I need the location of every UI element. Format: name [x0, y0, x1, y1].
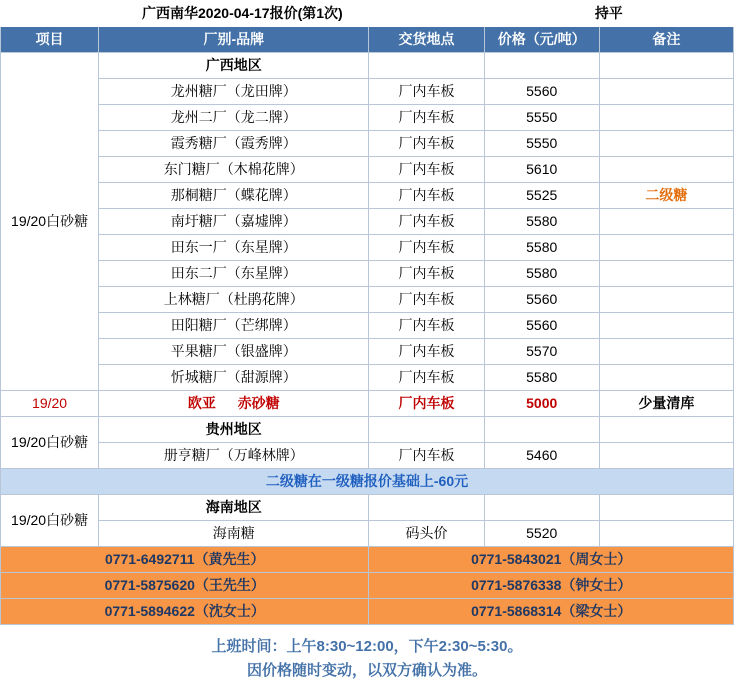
- region-price-blank: [484, 417, 599, 443]
- table-row: [1, 521, 734, 547]
- table-row: [1, 209, 734, 235]
- factory-brand: 那桐糖厂（蝶花牌）: [99, 183, 369, 209]
- col-header-factory-brand: 厂别-品牌: [99, 27, 369, 53]
- factory-brand: 南圩糖厂（嘉墟牌）: [99, 209, 369, 235]
- factory-brand: 忻城糖厂（甜源牌）: [99, 365, 369, 391]
- table-row: [1, 365, 734, 391]
- page-title: 广西南华2020-04-17报价(第1次): [1, 1, 485, 27]
- delivery-place: 厂内车板: [369, 105, 484, 131]
- delivery-place: 码头价: [369, 521, 484, 547]
- contact-phone[interactable]: 0771-5894622（沈女士）: [1, 599, 369, 625]
- remark-value: [599, 131, 733, 157]
- delivery-place: 厂内车板: [369, 235, 484, 261]
- price-value: 5560: [484, 313, 599, 339]
- col-header-delivery-place: 交货地点: [369, 27, 484, 53]
- category-label-red-sugar: 19/20: [1, 391, 99, 417]
- table-row: [1, 183, 734, 209]
- factory-brand: 平果糖厂（银盛牌）: [99, 339, 369, 365]
- region-note-blank: [599, 53, 733, 79]
- contact-phone[interactable]: 0771-5868314（梁女士）: [369, 599, 734, 625]
- price-value: 5460: [484, 443, 599, 469]
- region-row-guizhou: [1, 417, 734, 443]
- delivery-place: 厂内车板: [369, 443, 484, 469]
- delivery-place: 厂内车板: [369, 131, 484, 157]
- table-row: [1, 157, 734, 183]
- region-row-hainan: [1, 495, 734, 521]
- price-value: 5580: [484, 365, 599, 391]
- remark-value: [599, 287, 733, 313]
- table-row: [1, 339, 734, 365]
- remark-value: [599, 105, 733, 131]
- factory-name-red-sugar: 欧亚: [187, 395, 216, 411]
- region-place-blank: [369, 495, 484, 521]
- table-header-row: [1, 27, 734, 53]
- footer-working-hours: 上班时间：上午8:30~12:00，下午2:30~5:30。: [211, 638, 523, 655]
- table-row: [1, 131, 734, 157]
- price-value: 5550: [484, 131, 599, 157]
- footer-notes: [0, 635, 734, 683]
- delivery-place: 厂内车板: [369, 313, 484, 339]
- price-value: 5560: [484, 79, 599, 105]
- region-label-guizhou: 贵州地区: [99, 417, 369, 443]
- remark-value: [599, 209, 733, 235]
- delivery-place: 厂内车板: [369, 365, 484, 391]
- region-price-blank: [484, 495, 599, 521]
- delivery-place: 厂内车板: [369, 157, 484, 183]
- remark-value-red-sugar: 少量清库: [599, 391, 733, 417]
- category-label-guangxi: 19/20白砂糖: [1, 53, 99, 391]
- region-note-blank: [599, 495, 733, 521]
- region-label-hainan: 海南地区: [99, 495, 369, 521]
- region-label-guangxi: 广西地区: [99, 53, 369, 79]
- factory-brand: 田阳糖厂（芒绑牌）: [99, 313, 369, 339]
- contact-phone[interactable]: 0771-6492711（黄先生）: [1, 547, 369, 573]
- factory-brand: 田东一厂（东星牌）: [99, 235, 369, 261]
- col-header-price: 价格（元/吨）: [484, 27, 599, 53]
- footer-disclaimer: 因价格随时变动，以双方确认为准。: [246, 662, 487, 679]
- table-row: [1, 261, 734, 287]
- region-note-blank: [599, 417, 733, 443]
- table-row: [1, 443, 734, 469]
- factory-brand: 上林糖厂（杜鹃花牌）: [99, 287, 369, 313]
- remark-value: [599, 365, 733, 391]
- price-trend-label: 持平: [484, 1, 733, 27]
- factory-brand: 东门糖厂（木棉花牌）: [99, 157, 369, 183]
- region-price-blank: [484, 53, 599, 79]
- col-header-item: 项目: [1, 27, 99, 53]
- contact-row: [1, 599, 734, 625]
- table-row: [1, 313, 734, 339]
- price-value: 5525: [484, 183, 599, 209]
- product-name-red-sugar: 赤砂糖: [237, 395, 280, 411]
- delivery-place: 厂内车板: [369, 287, 484, 313]
- price-value: 5520: [484, 521, 599, 547]
- remark-value: 二级糖: [599, 183, 733, 209]
- remark-value: [599, 261, 733, 287]
- price-value: 5550: [484, 105, 599, 131]
- remark-value: [599, 157, 733, 183]
- region-place-blank: [369, 417, 484, 443]
- delivery-place: 厂内车板: [369, 209, 484, 235]
- remark-value: [599, 443, 733, 469]
- factory-brand: 册亨糖厂（万峰林牌）: [99, 443, 369, 469]
- factory-brand: 龙州二厂（龙二牌）: [99, 105, 369, 131]
- contact-phone[interactable]: 0771-5843021（周女士）: [369, 547, 734, 573]
- factory-brand-red-sugar: [99, 391, 369, 417]
- table-row: [1, 79, 734, 105]
- price-value: 5570: [484, 339, 599, 365]
- factory-brand: 田东二厂（东星牌）: [99, 261, 369, 287]
- delivery-place: 厂内车板: [369, 183, 484, 209]
- category-label-hainan: 19/20白砂糖: [1, 495, 99, 547]
- delivery-place: 厂内车板: [369, 261, 484, 287]
- remark-value: [599, 79, 733, 105]
- remark-value: [599, 521, 733, 547]
- factory-brand: 霞秀糖厂（霞秀牌）: [99, 131, 369, 157]
- title-row: [1, 1, 734, 27]
- delivery-place-red-sugar: 厂内车板: [369, 391, 484, 417]
- table-row: [1, 105, 734, 131]
- grade-note-band: [1, 469, 734, 495]
- remark-value: [599, 313, 733, 339]
- price-value: 5580: [484, 209, 599, 235]
- factory-brand: 海南糖: [99, 521, 369, 547]
- col-header-remark: 备注: [599, 27, 733, 53]
- price-value-red-sugar: 5000: [484, 391, 599, 417]
- remark-value: [599, 339, 733, 365]
- contact-row: [1, 547, 734, 573]
- price-value: 5610: [484, 157, 599, 183]
- price-value: 5580: [484, 235, 599, 261]
- table-row: [1, 235, 734, 261]
- price-value: 5580: [484, 261, 599, 287]
- table-row-red-sugar: [1, 391, 734, 417]
- category-label-guizhou: 19/20白砂糖: [1, 417, 99, 469]
- contact-phone[interactable]: 0771-5876338（钟女士）: [369, 573, 734, 599]
- region-place-blank: [369, 53, 484, 79]
- delivery-place: 厂内车板: [369, 79, 484, 105]
- table-row: [1, 287, 734, 313]
- region-row-guangxi: [1, 53, 734, 79]
- delivery-place: 厂内车板: [369, 339, 484, 365]
- remark-value: [599, 235, 733, 261]
- factory-brand: 龙州糖厂（龙田牌）: [99, 79, 369, 105]
- contact-phone[interactable]: 0771-5875620（王先生）: [1, 573, 369, 599]
- price-value: 5560: [484, 287, 599, 313]
- grade-note-text: 二级糖在一级糖报价基础上-60元: [1, 469, 734, 495]
